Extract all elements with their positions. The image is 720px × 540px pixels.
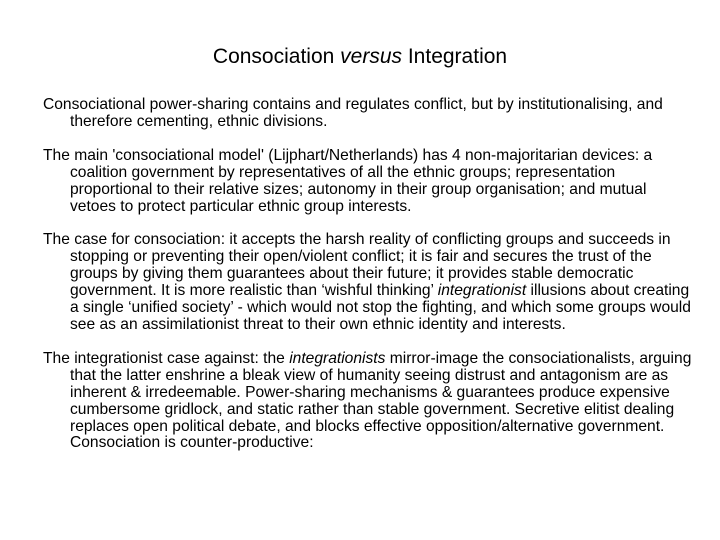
paragraph-consociational-model bbox=[43, 148, 693, 216]
paragraph-3-italic: integrationist bbox=[437, 282, 527, 300]
paragraph-4-lead: The integrationist case against bbox=[43, 349, 255, 367]
paragraph-consociational-power-sharing bbox=[43, 97, 693, 131]
paragraph-4-italic: integrationists bbox=[289, 349, 386, 367]
slide-title bbox=[0, 44, 720, 70]
title-part-2-italic: versus bbox=[340, 45, 403, 68]
title-part-3: Integration bbox=[402, 45, 508, 68]
paragraph-3-text-b: illusions about creating a single ‘unified society’ - which would not stop the fighting, and which some groups would see as an assimilationist threat to their own ethnic identity and interests. bbox=[70, 282, 691, 333]
title-part-1: Consociation bbox=[212, 45, 341, 68]
slide-body bbox=[43, 97, 693, 469]
paragraph-integrationist-case-against bbox=[43, 351, 693, 452]
paragraph-4-text-b: mirror-image the consociationalists, arguing that the latter enshrine a bleak view of humanity seeing distrust and antagonism are as inherent & irredeemable. Power-sharing mechanisms & guarantees produce expensive cumbersome gridlock, and static rather than stable government. Secretive elitist dealing replaces open political debate, and blocks effective opposition/alternative government. Consociation is counter-productive: bbox=[70, 349, 692, 452]
paragraph-2-text: The main 'consociational model' (Lijphart/Netherlands) has 4 non-majoritarian devices: a coalition government by representatives of all the ethnic groups; representation proportional to their relative sizes; autonomy in their group organisation; and mutual vetoes to protect particular ethnic group interests. bbox=[43, 146, 653, 215]
paragraph-case-for-consociation bbox=[43, 232, 693, 333]
paragraph-3-lead: The case for consociation bbox=[43, 231, 221, 249]
paragraph-1-text: Consociational power-sharing contains and regulates conflict, but by institutionalising, and therefore cementing, ethnic divisions. bbox=[43, 96, 663, 130]
paragraph-3-text-a: : it accepts the harsh reality of conflicting groups and succeeds in stopping or preventing their open/violent conflict; it is fair and secures the trust of the groups by giving them guarantees about their future; it provides stable democratic government. It is more realistic than ‘wishful thinking’ bbox=[70, 231, 671, 300]
paragraph-4-text-a: : the bbox=[254, 349, 290, 367]
